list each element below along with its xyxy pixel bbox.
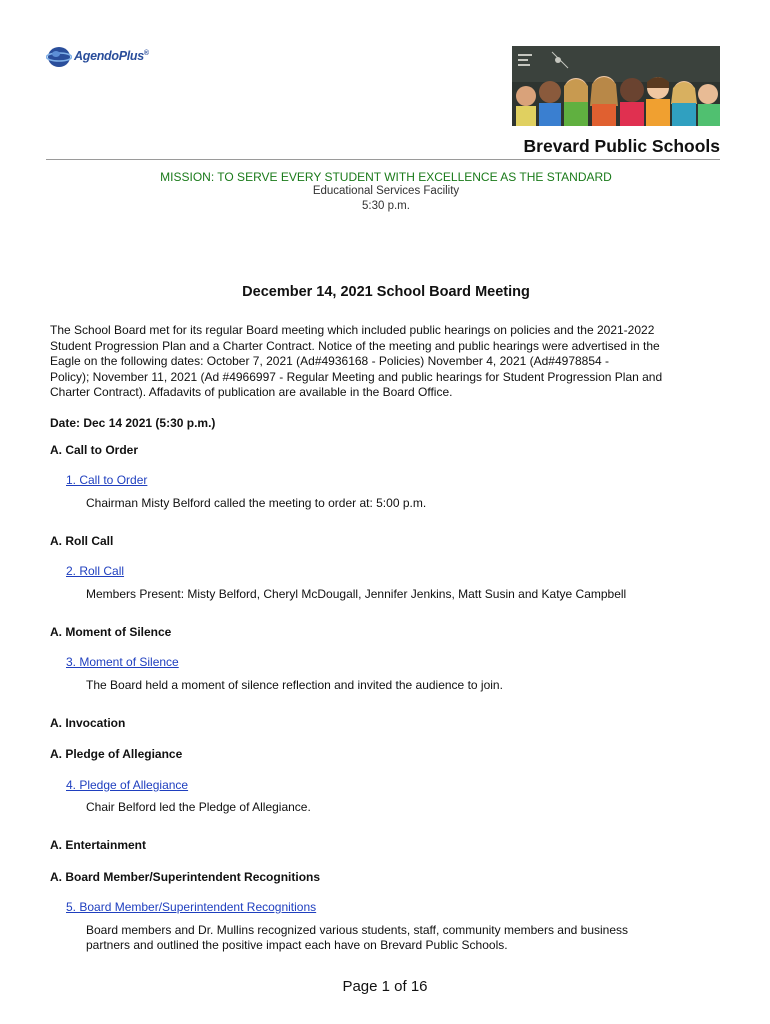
agendaplus-logo [46,42,156,72]
globe-icon [46,44,72,70]
minutes-text: The Board held a moment of silence reflection and invited the audience to join. [86,678,503,692]
minutes-text: partners and outlined the positive impact each have on Brevard Public Schools. [86,938,508,952]
intro-line: Charter Contract). Affadavits of publication are available in the Board Office. [50,385,453,399]
section-heading-pledge: A. Pledge of Allegiance [50,747,183,761]
section-heading-roll-call: A. Roll Call [50,534,114,548]
header-divider [46,159,720,160]
logo-wordmark: AgendoPlus® [74,49,149,63]
agenda-link-pledge[interactable]: 4. Pledge of Allegiance [66,778,189,792]
students-photo [512,46,720,126]
intro-line: Student Progression Plan and a Charter Contract. Notice of the meeting and public hearings were advertised in the [50,338,660,353]
section-heading-invocation: A. Invocation [50,716,126,730]
page-number: Page 1 of 16 [342,978,428,995]
meeting-title: December 14, 2021 School Board Meeting [242,284,530,300]
facility-name: Educational Services Facility [312,185,460,197]
meeting-date: Date: Dec 14 2021 (5:30 p.m.) [50,416,216,430]
agenda-link-moment-of-silence[interactable]: 3. Moment of Silence [66,655,179,669]
section-heading-entertainment: A. Entertainment [50,838,147,852]
section-heading-moment-of-silence: A. Moment of Silence [50,625,172,639]
section-heading-recognitions: A. Board Member/Superintendent Recognitions [50,870,321,884]
meeting-intro [50,323,722,401]
intro-line: Policy); November 11, 2021 (Ad #4966997 - Regular Meeting and public hearings for Student Progression Plan and [50,369,663,384]
section-heading-call-to-order: A. Call to Order [50,443,139,457]
organization-name: Brevard Public Schools [523,136,720,156]
intro-line: Eagle on the following dates: October 7, 2021 (Ad#4936168 - Policies) November 4, 2021 (Ad#4978854 - [50,354,610,368]
minutes-text: Board members and Dr. Mullins recognized various students, staff, community members and business [86,923,629,937]
agenda-link-recognitions[interactable]: 5. Board Member/Superintendent Recognitions [66,900,317,914]
minutes-text: Chairman Misty Belford called the meeting to order at: 5:00 p.m. [86,496,427,510]
intro-line: The School Board met for its regular Board meeting which included public hearings on policies and the 2021-2022 [50,323,655,337]
meeting-time: 5:30 p.m. [362,200,410,212]
agenda-link-roll-call[interactable]: 2. Roll Call [66,564,125,578]
agenda-link-call-to-order[interactable]: 1. Call to Order [66,473,148,487]
mission-statement: MISSION: TO SERVE EVERY STUDENT WITH EXCELLENCE AS THE STANDARD [160,170,612,184]
minutes-text: Chair Belford led the Pledge of Allegiance. [86,800,311,814]
minutes-text: Members Present: Misty Belford, Cheryl McDougall, Jennifer Jenkins, Matt Susin and Katye Campbell [86,587,627,601]
